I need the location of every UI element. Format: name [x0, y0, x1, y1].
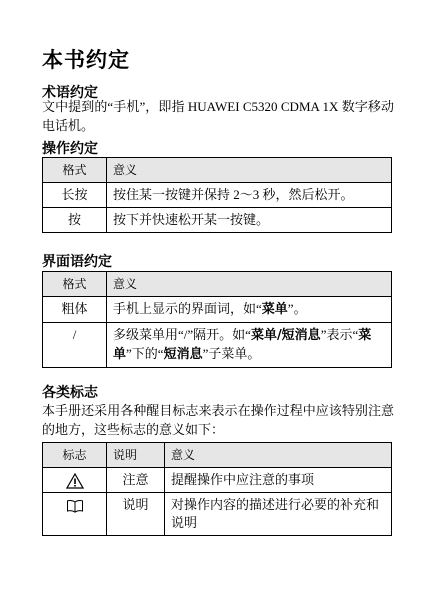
signs-heading: 各类标志 [42, 385, 98, 401]
meaning-text: 多级菜单用“/”隔开。如“ [113, 327, 251, 342]
page-title: 本书约定 [42, 48, 130, 72]
format-cell: / [43, 323, 107, 368]
meaning-text: ”表示“ [320, 327, 359, 342]
header-format: 格式 [43, 272, 107, 297]
table-row [43, 493, 392, 536]
table-header-row [43, 158, 392, 183]
meaning-cell [107, 297, 392, 323]
table-header-row [43, 443, 392, 468]
table-row [43, 208, 392, 233]
meaning-text: ”。 [287, 301, 307, 316]
operations-table [42, 157, 392, 233]
meaning-cell [107, 323, 392, 368]
meaning-cell: 提醒操作中应注意的事项 [165, 468, 392, 493]
label-cell: 注意 [107, 468, 165, 493]
bold-term: 菜单/短消息 [250, 328, 321, 343]
table-header-row [43, 272, 392, 297]
header-label: 说明 [107, 443, 165, 468]
operations-heading: 操作约定 [42, 141, 98, 157]
table-row [43, 183, 392, 208]
warning-icon [66, 473, 84, 489]
meaning-cell: 按住某一按键并保持 2～3 秒，然后松开。 [107, 183, 392, 208]
bold-term: 短消息 [163, 347, 203, 362]
label-cell: 说明 [107, 493, 165, 536]
meaning-cell: 对操作内容的描述进行必要的补充和说明 [165, 493, 392, 536]
bold-term: 菜单 [113, 328, 372, 362]
signs-table [42, 442, 392, 536]
header-meaning: 意义 [107, 158, 392, 183]
header-format: 格式 [43, 158, 107, 183]
ui-terms-table [42, 271, 392, 368]
meaning-text: ”子菜单。 [202, 346, 261, 361]
sign-cell [43, 493, 107, 536]
ui-terms-heading: 界面语约定 [42, 254, 112, 270]
format-cell: 粗体 [43, 297, 107, 323]
table-row [43, 323, 392, 368]
terms-heading: 术语约定 [42, 85, 98, 101]
header-meaning: 意义 [165, 443, 392, 468]
header-meaning: 意义 [107, 272, 392, 297]
book-icon [66, 499, 84, 513]
format-cell: 按 [43, 208, 107, 233]
terms-paragraph: 文中提到的“手机”，即指 HUAWEI C5320 CDMA 1X 数字移动电话机。 [42, 99, 394, 133]
meaning-text: 手机上显示的界面词，如“ [113, 301, 262, 316]
meaning-cell: 按下并快速松开某一按键。 [107, 208, 392, 233]
sign-cell [43, 468, 107, 493]
meaning-text: ”下的“ [126, 346, 164, 361]
signs-paragraph: 本手册还采用各种醒目标志来表示在操作过程中应该特别注意的地方，这些标志的意义如下： [42, 403, 394, 437]
format-cell: 长按 [43, 183, 107, 208]
header-sign: 标志 [43, 443, 107, 468]
table-row [43, 297, 392, 323]
bold-term: 菜单 [261, 302, 288, 317]
table-row [43, 468, 392, 493]
